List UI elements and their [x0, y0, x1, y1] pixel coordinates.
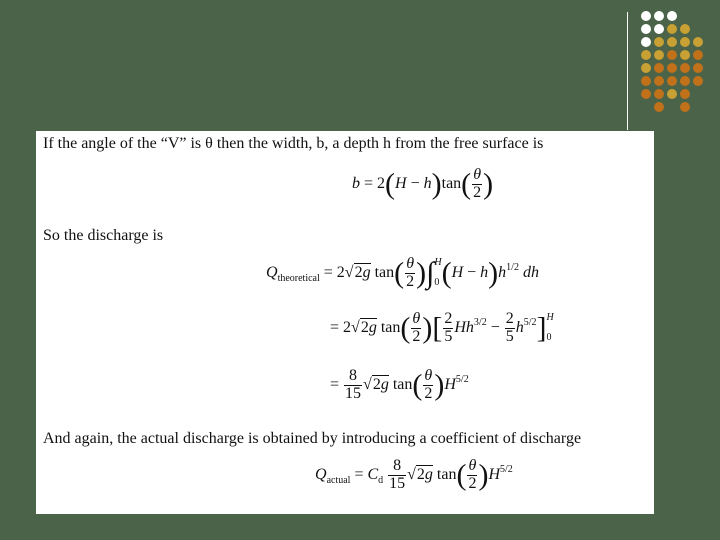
- decorative-dot: [680, 24, 690, 34]
- decorative-dot: [693, 76, 703, 86]
- decorative-dot: [667, 24, 677, 34]
- equation-q-theoretical-3: = $\frac{8}{15}$ √2g tan( $\frac{\theta}{2}$ )$H^{5/2}$: [330, 367, 469, 402]
- decorative-dot: [641, 76, 651, 86]
- decorative-dot: [654, 89, 664, 99]
- decorative-dot: [654, 102, 664, 112]
- decorative-dot: [654, 50, 664, 60]
- text-line-3: And again, the actual discharge is obtained by introducing a coefficient of discharge: [43, 430, 582, 447]
- decorative-dot: [667, 37, 677, 47]
- decorative-dot: [680, 50, 690, 60]
- decorative-dot: [667, 89, 677, 99]
- decorative-dot: [667, 11, 677, 21]
- decorative-dot: [654, 24, 664, 34]
- decorative-dot: [667, 76, 677, 86]
- decorative-dot: [693, 37, 703, 47]
- decorative-dot: [654, 76, 664, 86]
- decorative-dot: [654, 37, 664, 47]
- decorative-dot: [641, 63, 651, 73]
- decorative-dot: [667, 50, 677, 60]
- decorative-divider-line: [627, 12, 628, 130]
- decorative-dot: [680, 89, 690, 99]
- equation-q-theoretical-2: = 2√2g tan( $\frac{\theta}{2}$ )[ $\frac{2}{5}$ $Hh^{3/2}$ − $\frac{2}{5}$ $h^{5/2}$] H 0: [330, 310, 554, 345]
- decorative-dot: [641, 11, 651, 21]
- decorative-dot: [667, 63, 677, 73]
- decorative-dot: [680, 37, 690, 47]
- text-line-1: If the angle of the “V” is θ then the width, b, a depth h from the free surface is: [43, 135, 544, 152]
- decorative-dot: [654, 63, 664, 73]
- decorative-dot: [641, 50, 651, 60]
- equation-q-theoretical-1: $Q_{theoretical} = 2√2g$ tan( $\frac{\theta}{2}$ )∫ H 0 $(H - h)h^{1/2}$ dh: [266, 255, 539, 290]
- equation-q-actual: $Q_{actual} = C_d$ $\frac{8}{15}$ √2g tan( $\frac{\theta}{2}$ )$H^{5/2}$: [315, 457, 513, 492]
- decorative-dot: [693, 50, 703, 60]
- decorative-dot: [680, 76, 690, 86]
- decorative-dot: [680, 102, 690, 112]
- slide-content: [36, 131, 654, 514]
- decorative-dot-grid: [641, 11, 707, 115]
- text-line-2: So the discharge is: [43, 227, 164, 244]
- equation-width: b = 2(H − h)tan( $\frac{\theta}{2}$ ): [352, 166, 494, 201]
- decorative-dot: [641, 89, 651, 99]
- decorative-dot: [641, 37, 651, 47]
- decorative-dot: [693, 63, 703, 73]
- decorative-dot: [654, 11, 664, 21]
- decorative-dot: [641, 24, 651, 34]
- decorative-dot: [680, 63, 690, 73]
